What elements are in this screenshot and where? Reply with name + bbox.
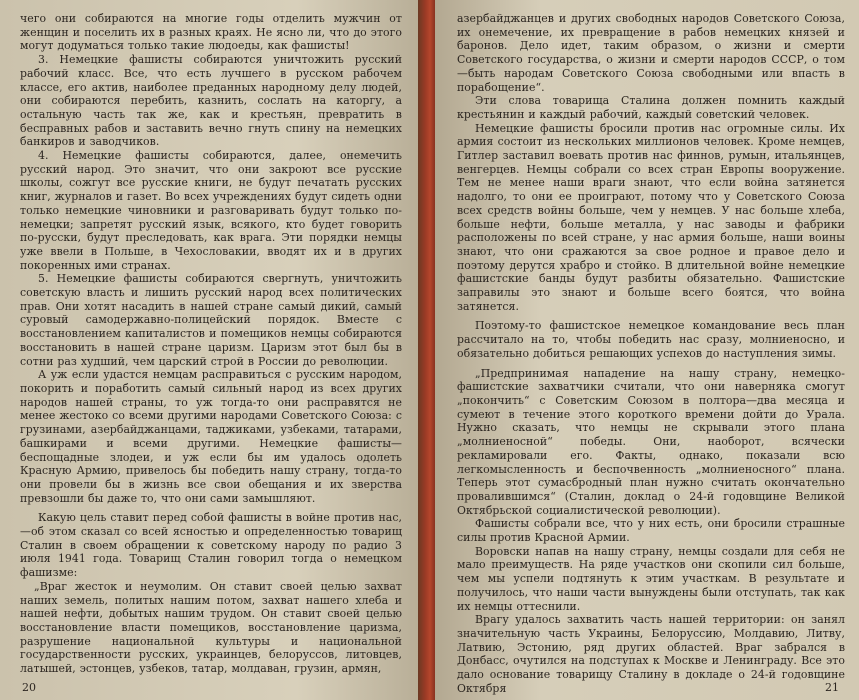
paragraph: Фашисты собрали все, что у них есть, они бросили страшные силы против Красной Армии. [457,517,845,545]
right-page [435,0,859,700]
quote-paragraph: „Враг жесток и неумолим. Он ставит своей целью захват наших земель, политых нашим потом, захват нашего хлеба и нашей нефти, добытых нашим трудом. Он ставит своей целью восстановление власти помещиков, восстановление царизма, разрушение национальной культуры и национальной государственности русских, украинцев, белоруссов, литовцев, латышей, эстонцев, узбеков, татар, молдаван, грузин, армян, [20,579,402,676]
paragraph: 5. Немецкие фашисты собираются свергнуть, уничтожить советскую власть и лишить русский народ всех политических прав. Они хотят насадить в нашей стране самый дикий, самый суровый самодержавно-полицейский порядок. Вместе с восстановлением капиталистов и помещиков немцы собираются восстановить в нашей стране царизм. Царизм этот был бы в сотни раз худший, чем царский строй в России до революции. [20,272,402,368]
quote-paragraph: „Предпринимая нападение на нашу страну, немецко-фашистские захватчики считали, что они наверняка смогут „покончить“ с Советским Союзом в полтора—два месяца и сумеют в течение этого короткого времени дойти до Урала. Нужно сказать, что немцы не скрывали этого плана „молниеносной“ победы. Они, наоборот, всячески рекламировали его. Факты, однако, показали всю легкомысленность и беспочвенность „молниеносного“ плана. Теперь этот сумасбродный план нужно считать окончательно провалившимся“ (Сталин, доклад о 24-й годовщине Великой Октябрьской социалистической революции). [457,366,845,517]
paragraph: А уж если удастся немцам расправиться с русским народом, покорить и поработить самый сильный народ из всех других народов нашей страны, то уж тогда-то они расправятся не менее жестоко со всеми другими народами Советского Союза: с грузинами, азербайджанцами, таджиками, узбеками, татарами, башкирами и всеми другими. Немецкие фашисты—беспощадные злодеи, и уж если бы им удалось одолеть Красную Армию, привелось бы победить нашу страну, тогда-то они провели бы в жизнь все свои обещания и их зверства превзошли бы даже то, что они сами замышляют. [20,368,402,505]
paragraph: Какую цель ставит перед собой фашисты в войне против нас,—об этом сказал со всей ясностью и определенностью товарищ Сталин в своем обращении к советскому народу по радио 3 июля 1941 года. Товарищ Сталин говорил тогда о немецком фашизме: [20,511,402,580]
paragraph: Воровски напав на нашу страну, немцы создали для себя не мало преимуществ. На ряде участков они скопили сил больше, чем мы успели подтянуть к этим участкам. В результате и получилось, что наши части вынуждены были отступать, так как их немцы оттеснили. [457,544,845,613]
paragraph: 4. Немецкие фашисты собираются, далее, онемечить русский народ. Это значит, что они закроют все русские школы, сожгут все русские книги, не будут печатать русских книг, журналов и газет. Во всех учреждениях будут сидеть одни только немецкие чиновники и разговаривать будут только по-немецки; запретят русский язык, всякого, кто будет говорить по-русски, будут преследовать, как врага. Эти порядки немцы уже ввели в Польше, в Чехословакии, вводят их и в других покоренных ими странах. [20,149,402,272]
paragraph: Немецкие фашисты бросили против нас огромные силы. Их армия состоит из нескольких миллионов человек. Кроме немцев, Гитлер заставил воевать против нас финнов, румын, итальянцев, венгерцев. Немцы собрали со всех стран Европы вооружение. Тем не менее наши враги знают, что если война затянется надолго, то они ее проиграют, потому что у Советского Союза всех средств войны больше, чем у немцев. У нас больше хлеба, больше нефти, больше металла, у нас заводы и фабрики расположены по всей стране, у нас армия больше, наши воины знают, что они сражаются за свое родное и правое дело и поэтому дерутся храбро и стойко. В длительной войне немецкие фашистские банды будут разбиты обязательно. Фашистские заправилы это знают и больше всего боятся, что война затянется. [457,121,845,313]
left-page [0,0,424,700]
paragraph: Врагу удалось захватить часть нашей территории: он занял значительную часть Украины, Белоруссию, Молдавию, Литву, Латвию, Эстонию, ряд других областей. Враг забрался в Донбасс, очутился на подступах к Москве и Ленинграду. Все это дало основание товарищу Сталину в докладе о 24-й годовщине Октября [457,613,845,695]
paragraph: Эти слова товарища Сталина должен помнить каждый крестьянин и каждый рабочий, каждый советский человек. [457,94,845,121]
paragraph: 3. Немецкие фашисты собираются уничтожить русский рабочий класс. Все, что есть лучшего в русском рабочем классе, его актив, наиболее преданных народному делу людей, они собираются перебить, казнить, сослать на каторгу, а остальную часть так же, как и крестьян, превратить в бесправных рабов и заставить вечно гнуть спину на немецких банкиров и заводчиков. [20,53,402,149]
page-number: 20 [22,681,36,694]
quote-paragraph: азербайджанцев и других свободных народов Советского Союза, их онемечение, их превращение в рабов немецких князей и баронов. Дело идет, таким образом, о жизни и смерти Советского государства, о жизни и смерти народов СССР, о том—быть народам Советского Союза свободными или впасть в порабощение“. [457,12,845,94]
page-number: 21 [825,681,839,694]
paragraph: Поэтому-то фашистское немецкое командование весь план рассчитало на то, чтобы победить нас сразу, молниеносно, и обязательно добиться решающих успехов до наступления зимы. [457,319,845,360]
left-page-text [20,12,402,676]
paragraph: чего они собираются на многие годы отделить мужчин от женщин и поселить их в разных краях. Не ясно ли, что до этого могут додуматься только такие людоеды, как фашисты! [20,12,402,53]
right-page-text [457,12,845,695]
